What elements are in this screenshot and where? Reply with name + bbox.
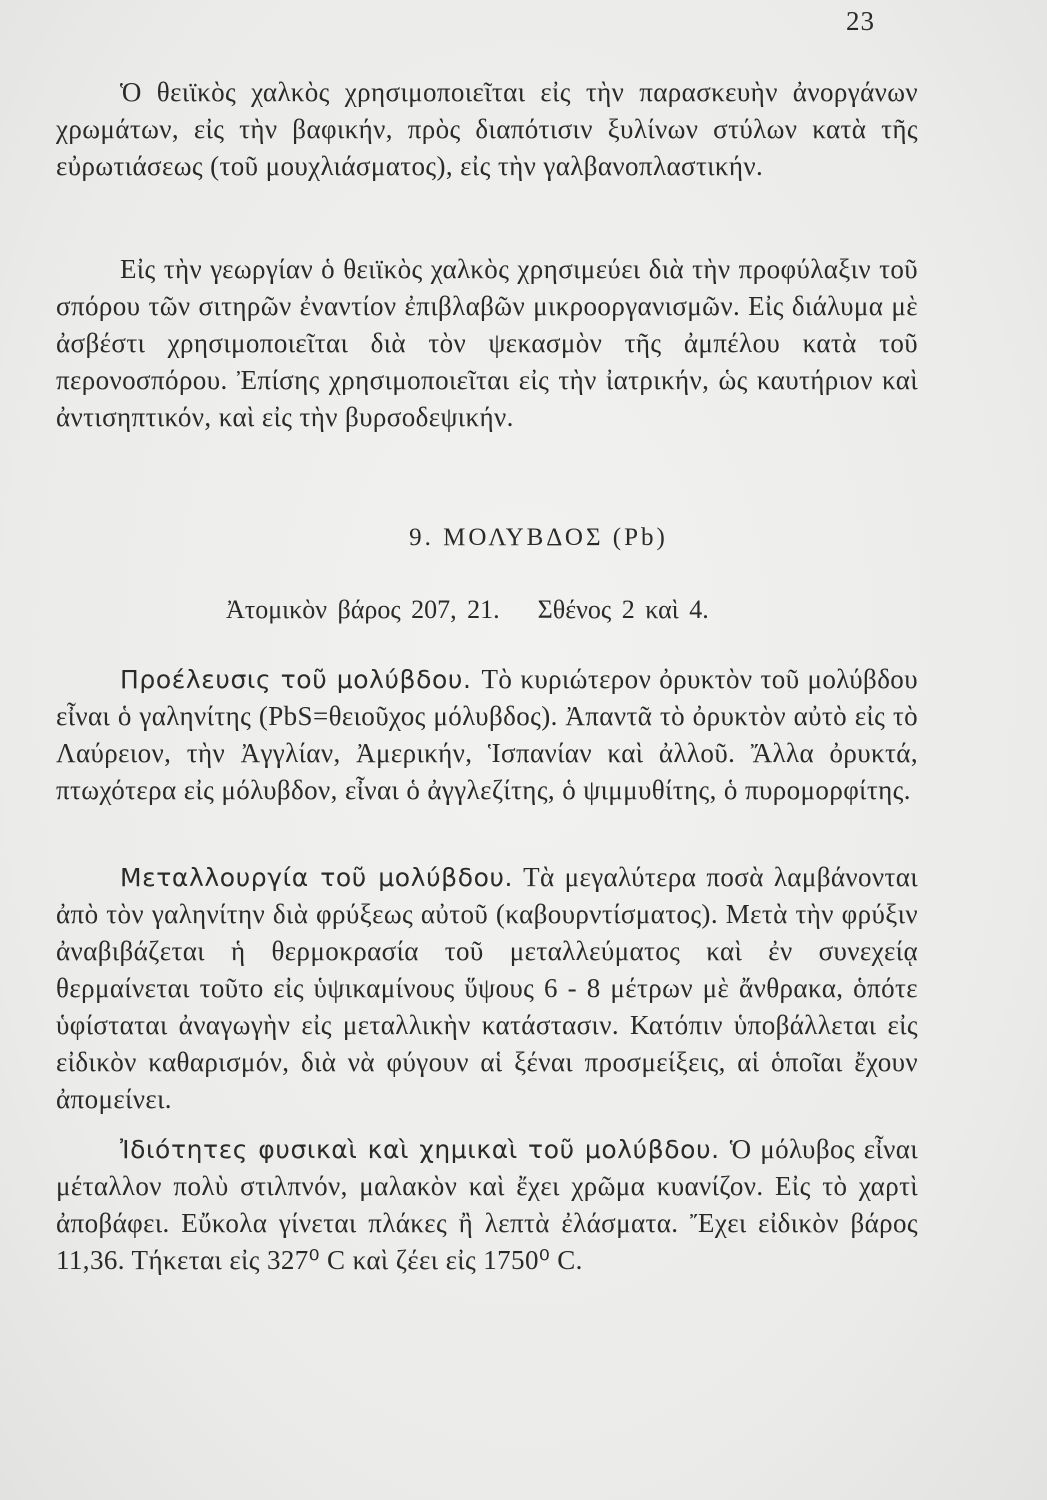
subsection-title-properties: Ἰδιότητες φυσικαὶ καὶ χημικαὶ τοῦ μολύβδου.	[120, 1135, 720, 1164]
subsection-title-origin: Προέλευσις τοῦ μολύβδου.	[120, 665, 472, 694]
atomic-data-line	[226, 595, 709, 625]
page-number: 23	[846, 6, 875, 36]
paragraph-text: Τὰ μεγαλύτερα ποσὰ λαμβάνονται ἀπὸ τὸν γαληνίτην διὰ φρύξεως αὐτοῦ (καβουρντίσματος). Μετὰ τὴν φρύξιν ἀναβιβάζεται ἡ θερμοκρασία τοῦ μεταλλεύματος καὶ ἐν συνεχείᾳ θερμαίνεται τοῦτο εἰς ὑψικαμίνους ὕψους 6 - 8 μέτρων μὲ ἄνθρακα, ὁπότε ὑφίσταται ἀναγωγὴν εἰς μεταλλικὴν κατάστασιν. Κατόπιν ὑποβάλλεται εἰς εἰδικὸν καθαρισμόν, διὰ νὰ φύγουν αἱ ξέναι προσμείξεις, αἱ ὁποῖαι ἔχουν ἀπομείνει.	[56, 862, 918, 1114]
paragraph-origin	[56, 661, 918, 809]
paragraph-properties	[56, 1131, 918, 1279]
paragraph-text: Τὸ κυριώτερον ὀρυκτὸν τοῦ μολύβδου εἶναι ὁ γαληνίτης (PbS=θειοῦχος μόλυβδος). Ἀπαντᾶ τὸ ὀρυκτὸν αὐτὸ εἰς τὸ Λαύρειον, τὴν Ἀγγλίαν, Ἀμερικήν, Ἱσπανίαν καὶ ἀλλοῦ. Ἄλλα ὀρυκτά, πτωχότερα εἰς μόλυβδον, εἶναι ὁ ἀγγλεζίτης, ὁ ψιμμυθίτης, ὁ πυρομορφίτης.	[56, 664, 918, 805]
paragraph-text: Ὁ θειϊκὸς χαλκὸς χρησιμοποιεῖται εἰς τὴν παρασκευὴν ἀνοργάνων χρωμάτων, εἰς τὴν βαφικήν, πρὸς διαπότισιν ξυλίνων στύλων κατὰ τῆς εὐρωτιάσεως (τοῦ μουχλιάσματος), εἰς τὴν γαλβανοπλαστικήν.	[56, 77, 918, 181]
section-heading-lead: 9. ΜΟΛΥΒΔΟΣ (Pb)	[409, 524, 668, 551]
atomic-weight: Ἀτομικὸν βάρος 207, 21.	[226, 595, 500, 624]
paragraph-copper-sulfate-uses	[56, 74, 918, 185]
subsection-title-metallurgy: Μεταλλουργία τοῦ μολύβδου.	[120, 863, 514, 892]
valence: Σθένος 2 καὶ 4.	[537, 595, 709, 624]
paragraph-agriculture-uses	[56, 251, 918, 436]
paragraph-metallurgy	[56, 859, 918, 1118]
paragraph-text: Ὁ μόλυβος εἶναι μέταλλον πολὺ στιλπνόν, μαλακὸν καὶ ἔχει χρῶμα κυανίζον. Εἰς τὸ χαρτὶ ἀποβάφει. Εὔκολα γίνεται πλάκες ἢ λεπτὰ ἐλάσματα. Ἔχει εἰδικὸν βάρος 11,36. Τήκεται εἰς 327⁰ C καὶ ζέει εἰς 1750⁰ C.	[56, 1134, 918, 1275]
paragraph-text: Εἰς τὴν γεωργίαν ὁ θειϊκὸς χαλκὸς χρησιμεύει διὰ τὴν προφύλαξιν τοῦ σπόρου τῶν σιτηρῶν ἐναντίον ἐπιβλαβῶν μικροοργανισμῶν. Εἰς διάλυμα μὲ ἀσβέστι χρησιμοποιεῖται διὰ τὸν ψεκασμὸν τῆς ἀμπέλου κατὰ τοῦ περονοσπόρου. Ἐπίσης χρησιμοποιεῖται εἰς τὴν ἰατρικήν, ὡς καυτήριον καὶ ἀντισηπτικόν, καὶ εἰς τὴν βυρσοδεψικήν.	[56, 254, 918, 432]
